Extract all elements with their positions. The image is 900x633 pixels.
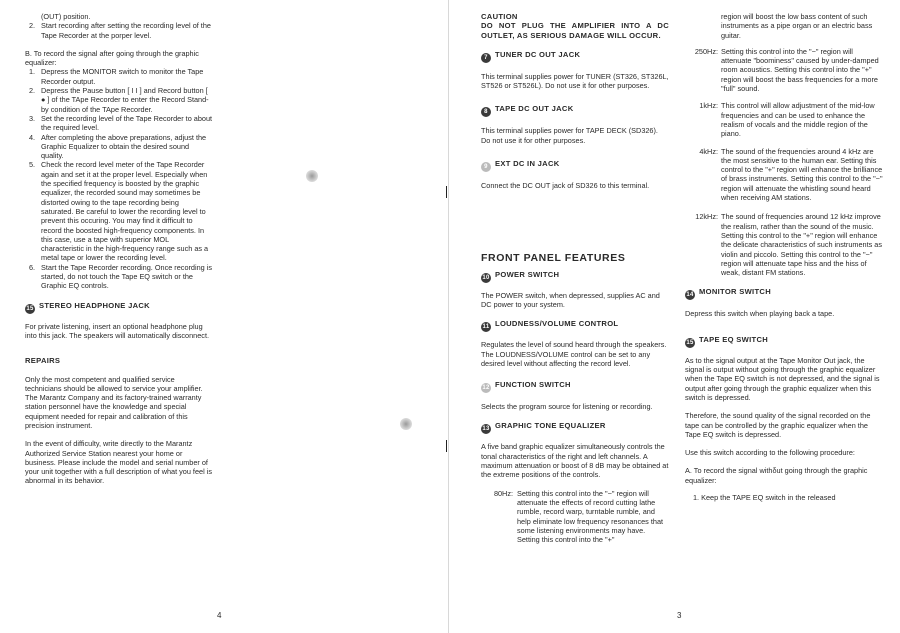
tuner-text: This terminal supplies power for TUNER (ST326, ST326L, ST526 or ST526L). Do not use it for other purposes.: [481, 71, 669, 91]
monitor-title: MONITOR SWITCH: [699, 287, 771, 297]
step-text: Depress the MONITOR switch to monitor the Tape Recorder output.: [41, 67, 204, 86]
power-title: POWER SWITCH: [495, 269, 560, 279]
monitor-text: Depress this switch when playing back a tape.: [685, 309, 835, 319]
number-badge-icon: 9: [481, 162, 491, 172]
geq-text: A five band graphic equalizer simultaneously controls the tonal characteristics of the right and left channels. A maximum attenuation or boost of 8 dB may be obtained at the extreme positions of the controls.: [481, 442, 669, 480]
band-label: 250Hz:: [694, 46, 718, 56]
power-heading: [481, 270, 669, 283]
band-label: 80Hz:: [493, 488, 513, 498]
band-text: The sound of frequencies around 12 kHz improve the realism, rather than the sound of the music. Setting this control to the "+" region will enhance the delicate characteristics of such instruments as violin and piccolo. Setting this control to the "−" region will attenuate tape hiss and the hiss of weak, distant FM stations.: [721, 212, 883, 278]
step-text: After completing the above preparations, adjust the Graphic Equalizer to obtain the desired sound quality.: [41, 132, 207, 161]
loudness-heading: [481, 319, 669, 332]
tape-eq-heading: [685, 335, 885, 348]
tape-eq-step-a: A. To record the signal withδut going through the graphic equalizer:: [685, 466, 868, 485]
band-1khz: [685, 101, 885, 138]
ext-title: EXT DC IN JACK: [495, 159, 560, 169]
band-label: 4kHz:: [699, 146, 718, 156]
band-80hz: [481, 489, 669, 545]
tape-eq-paragraph-2: Therefore, the sound quality of the signal recorded on the tape can be controlled by the graphic equalizer when the Tape EQ switch is depressed.: [685, 411, 871, 439]
power-text: The POWER switch, when depressed, supplies AC and DC power to your system.: [481, 290, 660, 309]
step-b4: [25, 133, 213, 161]
page-3-column-right: [685, 12, 885, 502]
tape-eq-title: TAPE EQ SWITCH: [699, 334, 769, 344]
band-80hz-continuation: region will boost the low bass content of such instruments as a pipe organ or an electric bass guitar.: [721, 12, 873, 40]
number-badge-icon: 8: [481, 107, 491, 117]
step-b6: [25, 263, 213, 291]
repairs-heading: REPAIRS: [25, 356, 61, 366]
repairs-paragraph-1: Only the most competent and qualified service technicians should be allowed to service your amplifier. The Marantz Company and its factory-trained warranty station personnel have the knowledge and special equipment needed for repair and calibration of this precision instrument.: [25, 374, 203, 430]
number-badge-icon: 15: [26, 305, 34, 312]
margin-mark: [446, 440, 447, 452]
number-badge-icon: 7: [481, 53, 491, 63]
tapedeck-text: This terminal supplies power for TAPE DECK (SD326). Do not use it for other purposes.: [481, 126, 658, 145]
caution-text: DO NOT PLUG THE AMPLIFIER INTO A DC OUTLET, AS SERIOUS DAMAGE WILL OCCUR.: [481, 21, 669, 40]
ext-text: Connect the DC OUT jack of SD326 to this terminal.: [481, 181, 650, 191]
tapedeck-title: TAPE DC OUT JACK: [495, 104, 574, 114]
function-text: Selects the program source for listening or recording.: [481, 402, 653, 412]
band-250hz: [685, 47, 885, 93]
step-number: 4.: [29, 132, 36, 142]
step-number: 6.: [29, 262, 36, 272]
front-panel-heading: FRONT PANEL FEATURES: [481, 252, 626, 265]
tape-eq-step-1: 1. Keep the TAPE EQ switch in the released: [693, 492, 836, 502]
step-b5: [25, 160, 213, 262]
band-text: This control will allow adjustment of the mid-low frequencies and can be used to enhance the realism of vocals and the middle region of the piano.: [721, 101, 875, 139]
tuner-title: TUNER DC OUT JACK: [495, 49, 581, 59]
step-number: 3.: [29, 113, 36, 123]
page-4: [0, 0, 448, 633]
function-heading: [481, 380, 669, 393]
step-text: Start the Tape Recorder recording. Once recording is started, do not touch the Tape EQ switch or the Graphic EQ controls.: [41, 262, 213, 291]
tuner-heading: [481, 50, 669, 63]
band-text: Setting this control into the "−" region will attenuate "boominess" caused by under-damped room acoustics. Setting this control into the "+" region will boost the bass frequencies for a more "full" sound.: [721, 46, 879, 94]
number-badge-icon: 15: [686, 339, 694, 346]
margin-mark: [446, 186, 447, 198]
step-text: Start recording after setting the recording level of the Tape Recorder at the porper level.: [41, 21, 211, 40]
step-number: 5.: [29, 160, 36, 170]
headphone-title: STEREO HEADPHONE JACK: [39, 300, 150, 310]
repairs-paragraph-2: In the event of difficulty, write directly to the Marantz Authorized Service Station nearest your home or business. Please include the model and serial number of your unit together with a full description of what you feel is abnormal in its behavior.: [25, 439, 212, 486]
page-4-column: [25, 12, 213, 486]
band-label: 1kHz:: [699, 101, 718, 111]
loudness-text: Regulates the level of sound heard through the speakers. The LOUDNESS/VOLUME control can be set to any desired level without affecting the record level.: [481, 340, 667, 368]
page-3-column-left: [481, 12, 669, 544]
number-badge-icon: 10: [482, 274, 490, 281]
step-text: Depress the Pause button [ I I ] and Record button [ ● ] of the TApe Recorder to enter the Record Stand-by condition of the TApe Recorder.: [41, 86, 209, 114]
step-text: Check the record level meter of the Tape Recorder again and set it at the proper level. Especially when the specified frequency is boosted by the graphic equalizer, the recorded sound may sometimes be distorted owing to the tape recording being saturated. Be careful to lower the recording level to prevent this occuring. You may find it difficult to record the boosted high-frequency components. In this case, use a tape with superior MOL characteristic in the high-frequency range such as a metal tape or lower the recording level.: [41, 160, 209, 263]
caution-title: CAUTION: [481, 12, 518, 21]
band-text: The sound of the frequencies around 4 kHz are the most sensitive to the human ear. Setting this control to the "+" region will enhance the brilliance of brass instruments. Setting this control to the "−" region will attenuate the whistling sound heard when receiving AM stations.: [721, 146, 883, 203]
page-number-3: 3: [677, 611, 682, 620]
step-a2: [25, 21, 213, 40]
monitor-heading: [685, 287, 885, 300]
step-1-continuation: (OUT) position.: [41, 12, 91, 21]
function-title: FUNCTION SWITCH: [495, 380, 571, 390]
step-number: 2.: [29, 86, 36, 96]
number-badge-icon: 12: [482, 385, 490, 392]
page-3: [449, 0, 900, 633]
tape-eq-paragraph-3: Use this switch according to the following procedure:: [685, 448, 855, 458]
step-b1: [25, 67, 213, 86]
band-label: 12kHz:: [695, 212, 718, 222]
step-text: Set the recording level of the Tape Recorder to about the required level.: [41, 113, 213, 133]
step-number: 1.: [29, 67, 36, 77]
number-badge-icon: 11: [482, 324, 490, 331]
section-b-intro: B. To record the signal after going through the graphic equalizer:: [25, 48, 199, 68]
number-badge-icon: 14: [686, 292, 694, 299]
geq-title: GRAPHIC TONE EQUALIZER: [495, 421, 606, 431]
tape-eq-paragraph-1: As to the signal output at the Tape Monitor Out jack, the signal is output without going through the graphic equalizer when the Tape EQ switch is not depressed, and the signal is output after going through the graphic equalizer when this switch is depressed.: [685, 355, 880, 402]
binding-hole-left: [306, 170, 318, 182]
step-number: 2.: [29, 21, 36, 31]
geq-heading: [481, 421, 669, 434]
binding-hole-right: [400, 418, 412, 430]
ext-heading: [481, 159, 669, 172]
headphone-heading: [25, 301, 213, 314]
step-b3: [25, 114, 213, 133]
headphone-text: For private listening, insert an optional headphone plug into this jack. The speakers will automatically disconnect.: [25, 321, 209, 340]
loudness-title: LOUDNESS/VOLUME CONTROL: [495, 319, 619, 329]
step-b2: [25, 86, 213, 114]
band-4khz: [685, 147, 885, 203]
number-badge-icon: 13: [482, 426, 490, 433]
band-text: Setting this control into the "−" region will attenuate the effects of record cutting lathe rumble, record warp, turntable rumble, and help eliminate low frequency resonances that some listening environments may have. Setting this control into the "+": [517, 488, 664, 545]
tapedeck-heading: [481, 104, 669, 117]
band-12khz: [685, 212, 885, 277]
page-number-4: 4: [217, 611, 222, 620]
